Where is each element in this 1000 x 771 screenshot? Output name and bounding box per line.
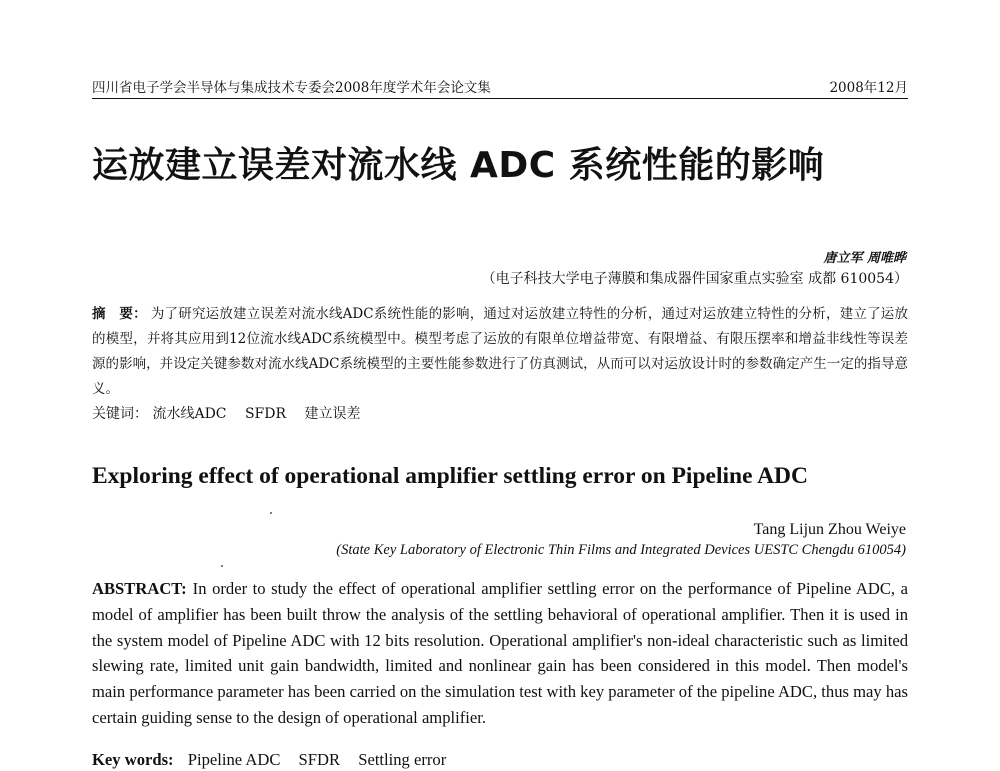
english-paper-title: Exploring effect of operational amplifier settling error on Pipeline ADC (92, 463, 809, 489)
chinese-affiliation: （电子科技大学电子薄膜和集成器件国家重点实验室 成都 610054） (481, 271, 908, 287)
chinese-keyword: SFDR (244, 406, 287, 422)
chinese-abstract-text: 为了研究运放建立误差对流水线ADC系统性能的影响，通过对运放建立特性的分析，通过对运放建立特性的分析，建立了运放的模型，并将其应用到12位流水线ADC系统模型中。模型考虑了运放的有限单位增益带宽、有限增益、有限压摆率和增益非线性等误差源的影响，并设定关键参数对流水线ADC系统模型的主要性能参数进行了仿真测试，从而可以对运放设计时的参数确定产生一定的指导意义。 (92, 306, 909, 397)
chinese-keyword: 建立误差 (304, 406, 361, 422)
running-header (92, 78, 908, 99)
english-keywords (92, 749, 908, 771)
chinese-abstract-label: 摘 要： (92, 306, 147, 322)
english-keyword: Pipeline ADC (187, 750, 281, 769)
english-keywords-label: Key words: (92, 750, 174, 769)
english-abstract-label: ABSTRACT: (92, 579, 187, 598)
chinese-abstract (92, 302, 908, 402)
english-keyword: Settling error (358, 750, 447, 769)
chinese-keywords (92, 403, 908, 425)
chinese-authors: 唐立军 周唯晔 (823, 251, 906, 266)
chinese-keywords-label: 关键词： (92, 406, 148, 422)
chinese-keyword: 流水线ADC (152, 406, 227, 422)
scan-speck (221, 565, 223, 567)
english-abstract (92, 576, 908, 731)
english-keyword: SFDR (298, 750, 341, 769)
publication-date: 2008年12月 (829, 80, 908, 96)
chinese-paper-title: 运放建立误差对流水线 ADC 系统性能的影响 (92, 145, 825, 186)
proceedings-title: 四川省电子学会半导体与集成技术专委会2008年度学术年会论文集 (92, 80, 491, 96)
english-abstract-text: In order to study the effect of operational amplifier settling error on the performance of Pipeline ADC, a model of amplifier has been built throw the analysis of the settling behavioral of operational amplifier. Then it is used in the system model of Pipeline ADC with 12 bits resolution. Operational amplifier's non-ideal characteristic such as limited slewing rate, limited unit gain bandwidth, limited and nonlinear gain has been considered in this model. Then model's main performance parameter has been carried on the simulation test with key parameter of the pipeline ADC, thus may has certain guiding sense to the design of operational amplifier. (92, 579, 908, 727)
english-authors: Tang Lijun Zhou Weiye (753, 521, 906, 538)
english-affiliation: (State Key Laboratory of Electronic Thin Films and Integrated Devices UESTC Chengdu 610054) (336, 542, 906, 558)
scan-speck (270, 512, 272, 514)
